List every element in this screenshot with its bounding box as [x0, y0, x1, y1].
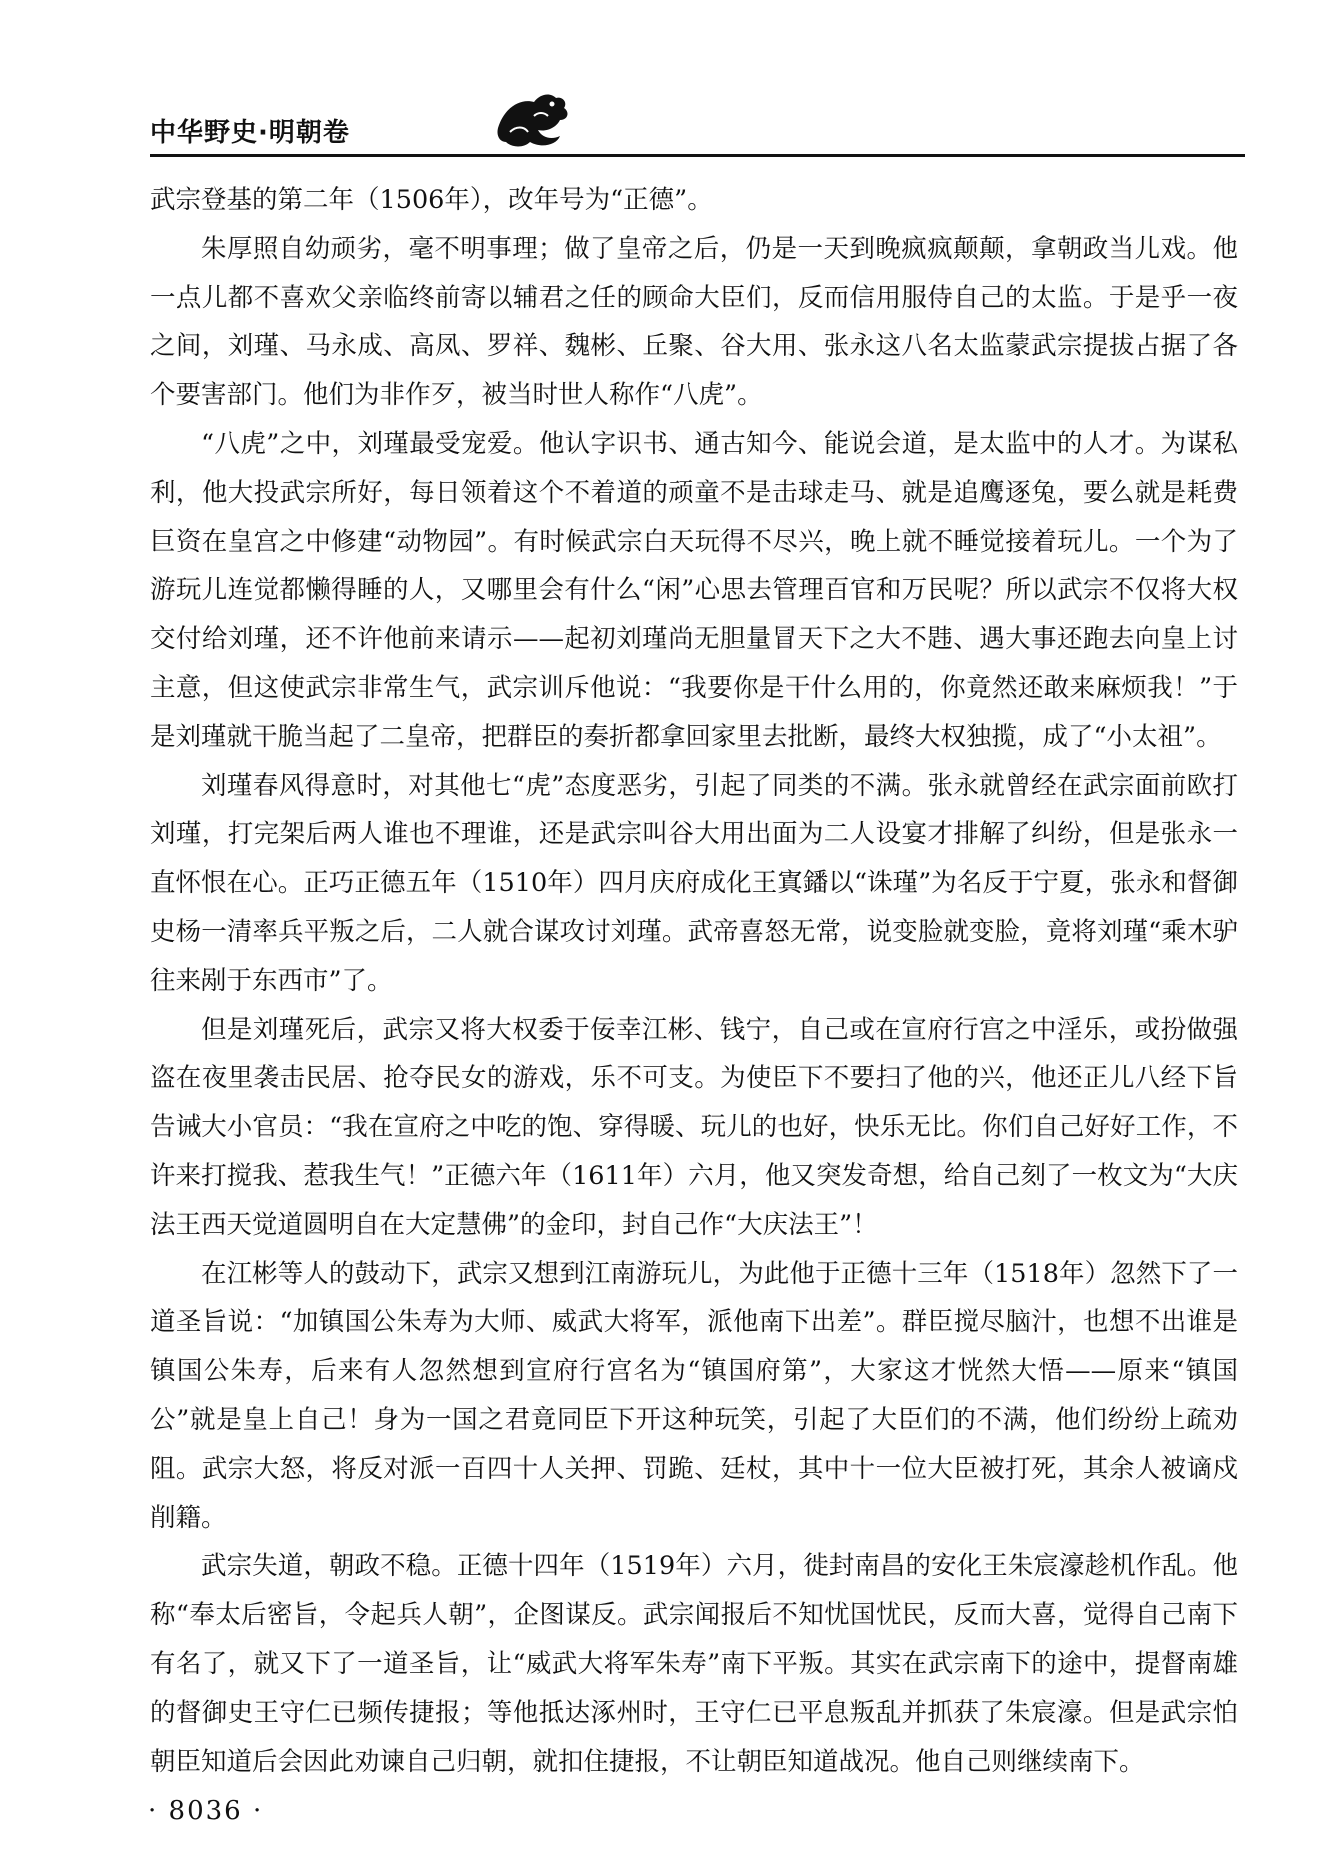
paragraph: 刘瑾春风得意时，对其他七“虎”态度恶劣，引起了同类的不满。张永就曾经在武宗面前欧打刘瑾，打完架后两人谁也不理谁，还是武宗叫谷大用出面为二人设宴才排解了纠纷，但是张永一直怀恨在心。正巧正德五年（1510年）四月庆府成化王寘鐇以“诛瑾”为名反于宁夏，张永和督御史杨一清率兵平叛之后，二人就合谋攻讨刘瑾。武帝喜怒无常，说变脸就变脸，竟将刘瑾“乘木驴往来剐于东西市”了。: [150, 770, 1238, 996]
paragraph: 在江彬等人的鼓动下，武宗又想到江南游玩儿，为此他于正德十三年（1518年）忽然下了一道圣旨说：“加镇国公朱寿为大师、威武大将军，派他南下出差”。群臣搅尽脑汁，也想不出谁是镇国公朱寿，后来有人忽然想到宣府行宫名为“镇国府第”，大家这才恍然大悟——原来“镇国公”就是皇上自己！身为一国之君竟同臣下开这种玩笑，引起了大臣们的不满，他们纷纷上疏劝阻。武宗大怒，将反对派一百四十人关押、罚跪、廷杖，其中十一位大臣被打死，其余人被谪戍削籍。: [150, 1258, 1238, 1533]
dragon-emblem-icon: [490, 88, 576, 152]
paragraph: 但是刘瑾死后，武宗又将大权委于佞幸江彬、钱宁，自己或在宣府行宫之中淫乐，或扮做强盗在夜里袭击民居、抢夺民女的游戏，乐不可支。为使臣下不要扫了他的兴，他还正儿八经下旨告诫大小官员：“我在宣府之中吃的饱、穿得暖、玩儿的也好，快乐无比。你们自己好好工作，不许来打搅我、惹我生气！”正德六年（1611年）六月，他又突发奇想，给自己刻了一枚文为“大庆法王西天觉道圆明自在大定慧佛”的金印，封自己作“大庆法王”！: [150, 1014, 1238, 1240]
running-header: [120, 96, 1230, 152]
paragraph: “八虎”之中，刘瑾最受宠爱。他认字识书、通古知今、能说会道，是太监中的人才。为谋私利，他大投武宗所好，每日领着这个不着道的顽童不是击球走马、就是追鹰逐兔，要么就是耗费巨资在皇宫之中修建“动物园”。有时候武宗白天玩得不尽兴，晚上就不睡觉接着玩儿。一个为了游玩儿连觉都懒得睡的人，又哪里会有什么“闲”心思去管理百官和万民呢？所以武宗不仅将大权交付给刘瑾，还不许他前来请示——起初刘瑾尚无胆量冒天下之大不韪、遇大事还跑去向皇上讨主意，但这使武宗非常生气，武宗训斥他说：“我要你是干什么用的，你竟然还敢来麻烦我！”于是刘瑾就干脆当起了二皇帝，把群臣的奏折都拿回家里去批断，最终大权独揽，成了“小太祖”。: [150, 428, 1238, 752]
paragraph: 朱厚照自幼顽劣，毫不明事理；做了皇帝之后，仍是一天到晚疯疯颠颠，拿朝政当儿戏。他一点儿都不喜欢父亲临终前寄以辅君之任的顾命大臣们，反而信用服侍自己的太监。于是乎一夜之间，刘瑾、马永成、高凤、罗祥、魏彬、丘聚、谷大用、张永这八名太监蒙武宗提拔占据了各个要害部门。他们为非作歹，被当时世人称作“八虎”。: [150, 233, 1238, 411]
body-text: [150, 176, 1238, 1786]
paragraph: 武宗失道，朝政不稳。正德十四年（1519年）六月，徙封南昌的安化王朱宸濠趁机作乱。他称“奉太后密旨，令起兵人朝”，企图谋反。武宗闻报后不知忧国忧民，反而大喜，觉得自己南下有名了，就又下了一道圣旨，让“威武大将军朱寿”南下平叛。其实在武宗南下的途中，提督南雄的督御史王守仁已频传捷报；等他抵达涿州时，王守仁已平息叛乱并抓获了朱宸濠。但是武宗怕朝臣知道后会因此劝谏自己归朝，就扣住捷报，不让朝臣知道战况。他自己则继续南下。: [150, 1551, 1238, 1777]
book-title: 中华野史·明朝卷: [150, 118, 350, 148]
page-number: · 8036 ·: [148, 1796, 264, 1826]
header-rule: [150, 154, 1245, 157]
paragraph: 武宗登基的第二年（1506年），改年号为“正德”。: [150, 185, 713, 215]
